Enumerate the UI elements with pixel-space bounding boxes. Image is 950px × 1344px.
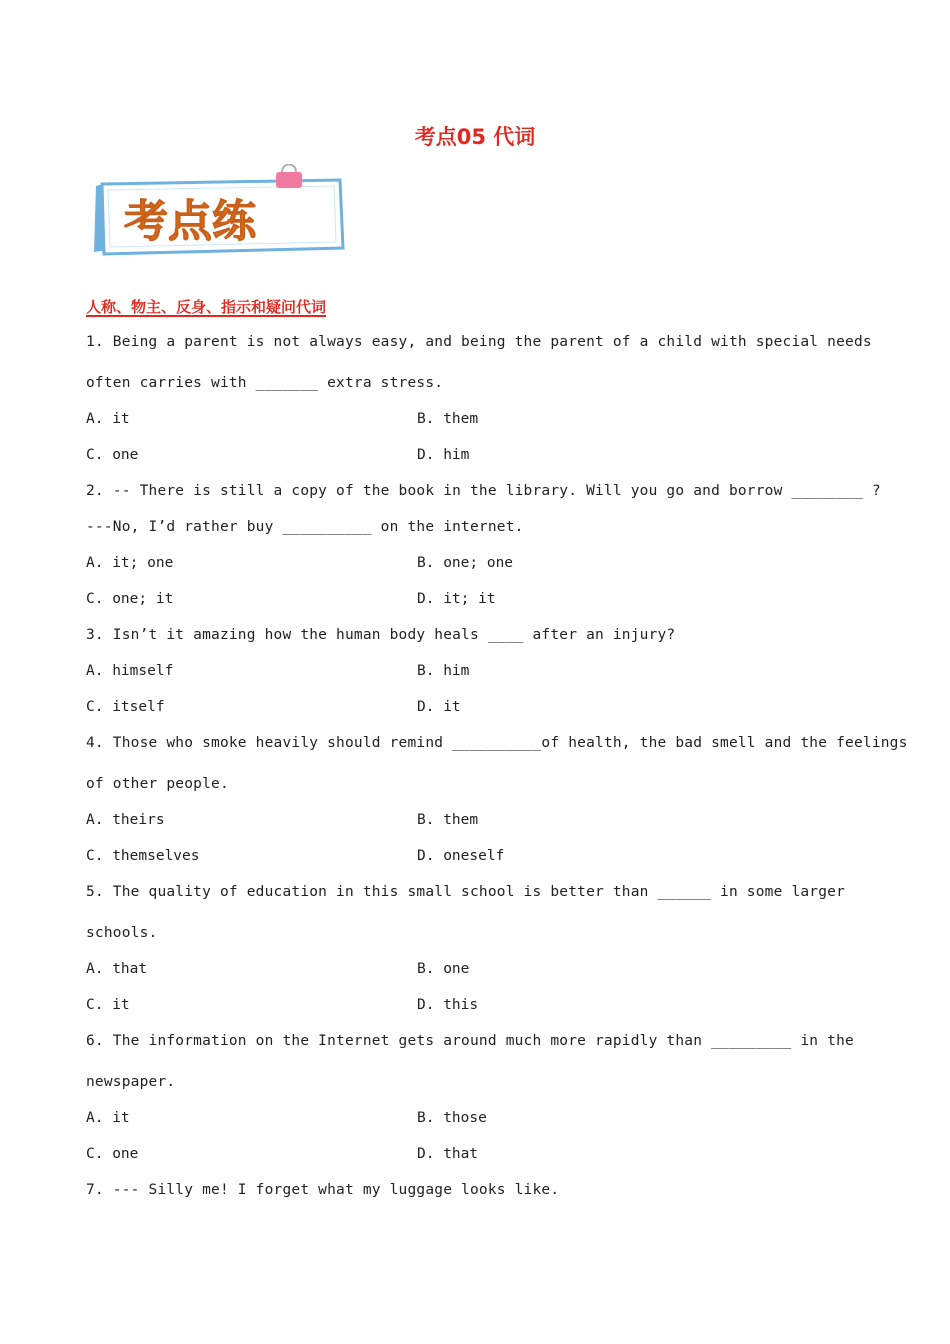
question-2-line-2: ---No, I’d rather buy __________ on the internet. (86, 519, 524, 535)
question-5-line-1: 5. The quality of education in this small school is better than ______ in some larger (86, 884, 846, 900)
question-7-line-1: 7. --- Silly me! I forget what my luggage looks like. (86, 1182, 560, 1198)
question-4-option-b[interactable]: B. them (417, 812, 479, 828)
question-1-line-2: often carries with _______ extra stress. (86, 375, 444, 391)
question-3-option-d[interactable]: D. it (417, 699, 461, 715)
question-1-option-d[interactable]: D. him (417, 447, 470, 463)
badge-card-icon (88, 164, 350, 260)
question-5-line-2: schools. (86, 925, 158, 941)
question-2-option-c[interactable]: C. one; it (86, 591, 174, 607)
question-6-option-d[interactable]: D. that (417, 1146, 479, 1162)
question-4-line-1: 4. Those who smoke heavily should remind __________of health, the bad smell and the feelings (86, 735, 908, 751)
badge-text: 考点练 (124, 196, 256, 247)
question-2-option-a[interactable]: A. it; one (86, 555, 174, 571)
section-heading: 人称、物主、反身、指示和疑问代词 (86, 298, 327, 316)
question-1-line-1: 1. Being a parent is not always easy, and being the parent of a child with special needs (86, 334, 872, 350)
question-5-option-d[interactable]: D. this (417, 997, 479, 1013)
question-5-option-a[interactable]: A. that (86, 961, 148, 977)
question-1-option-b[interactable]: B. them (417, 411, 479, 427)
question-4-option-a[interactable]: A. theirs (86, 812, 165, 828)
question-2-option-b[interactable]: B. one; one (417, 555, 514, 571)
question-3-option-a[interactable]: A. himself (86, 663, 174, 679)
question-4-option-d[interactable]: D. oneself (417, 848, 505, 864)
question-2-line-1: 2. -- There is still a copy of the book in the library. Will you go and borrow ________ ? (86, 483, 881, 499)
question-6-option-b[interactable]: B. those (417, 1110, 487, 1126)
question-5-option-b[interactable]: B. one (417, 961, 470, 977)
question-6-option-c[interactable]: C. one (86, 1146, 139, 1162)
question-2-option-d[interactable]: D. it; it (417, 591, 496, 607)
question-3-option-b[interactable]: B. him (417, 663, 470, 679)
question-3-line-1: 3. Isn’t it amazing how the human body heals ____ after an injury? (86, 627, 676, 643)
question-1-option-c[interactable]: C. one (86, 447, 139, 463)
question-6-line-2: newspaper. (86, 1074, 176, 1090)
question-5-option-c[interactable]: C. it (86, 997, 130, 1013)
question-6-line-1: 6. The information on the Internet gets around much more rapidly than _________ in the (86, 1033, 854, 1049)
question-1-option-a[interactable]: A. it (86, 411, 130, 427)
question-4-option-c[interactable]: C. themselves (86, 848, 200, 864)
question-4-line-2: of other people. (86, 776, 229, 792)
section-badge (88, 164, 350, 260)
question-3-option-c[interactable]: C. itself (86, 699, 165, 715)
question-6-option-a[interactable]: A. it (86, 1110, 130, 1126)
page-title: 考点05 代词 (414, 125, 536, 149)
